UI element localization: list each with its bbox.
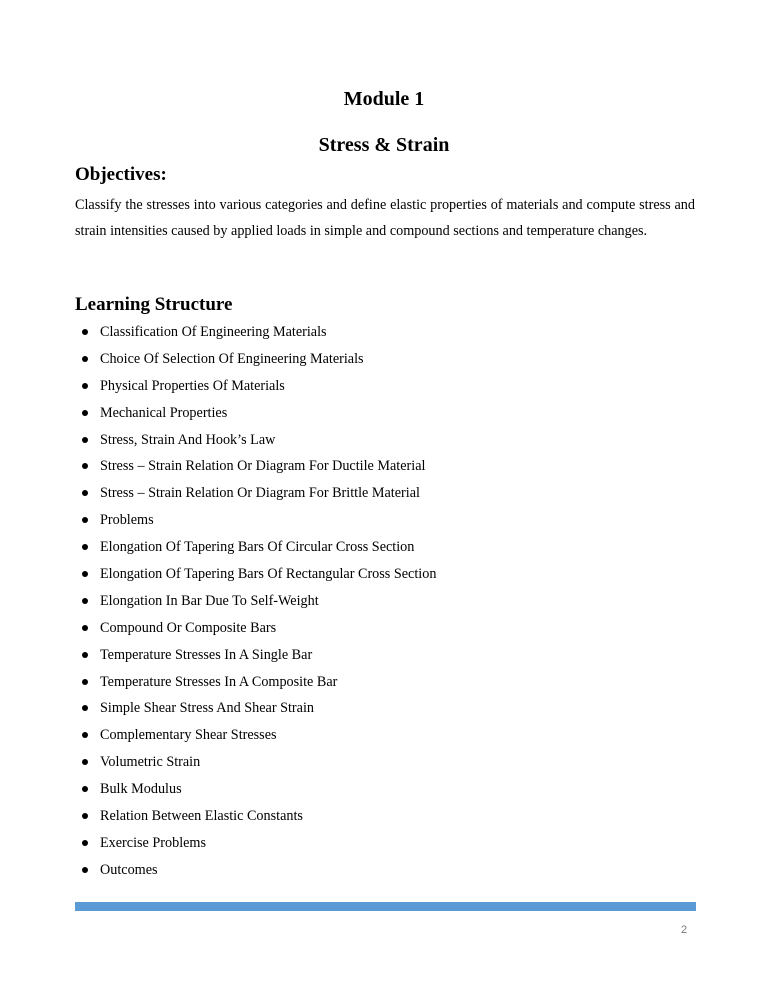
- bullet-icon: [82, 786, 88, 792]
- list-item-text: Classification Of Engineering Materials: [100, 324, 327, 340]
- list-item: [75, 374, 436, 401]
- list-item-text: Stress, Strain And Hook’s Law: [100, 431, 276, 448]
- list-item: [75, 428, 436, 455]
- objectives-heading: Objectives:: [75, 164, 167, 185]
- bullet-icon: [82, 410, 88, 416]
- list-item: [75, 508, 436, 535]
- list-item: [75, 858, 436, 885]
- list-item: [75, 696, 436, 723]
- bullet-icon: [82, 463, 88, 469]
- bullet-icon: [82, 813, 88, 819]
- bullet-icon: [82, 356, 88, 362]
- list-item-text: Mechanical Properties: [100, 404, 228, 421]
- list-item-text: Compound Or Composite Bars: [100, 619, 277, 636]
- list-item: [75, 804, 436, 831]
- list-item: [75, 723, 436, 750]
- bullet-icon: [82, 598, 88, 604]
- list-item: [75, 589, 436, 616]
- bullet-icon: [82, 867, 88, 873]
- list-item-text: Temperature Stresses In A Composite Bar: [100, 673, 338, 690]
- list-item: [75, 347, 436, 374]
- bullet-icon: [82, 490, 88, 496]
- learning-structure-list: [75, 320, 436, 885]
- bullet-icon: [82, 544, 88, 550]
- bullet-icon: [82, 437, 88, 443]
- list-item-text: Bulk Modulus: [100, 781, 182, 798]
- list-item: [75, 401, 436, 428]
- bullet-icon: [82, 383, 88, 389]
- list-item-text: Temperature Stresses In A Single Bar: [100, 646, 313, 663]
- bullet-icon: [82, 732, 88, 738]
- bullet-icon: [82, 625, 88, 631]
- list-item: [75, 535, 436, 562]
- list-item: [75, 454, 436, 481]
- list-item: [75, 481, 436, 508]
- objectives-text: Classify the stresses into various categories and define elastic properties of materials and compute stress and strain intensities caused by applied loads in simple and compound sections and temperature changes.: [75, 197, 695, 239]
- list-item-text: Elongation Of Tapering Bars Of Rectangular Cross Section: [100, 566, 437, 583]
- list-item-text: Relation Between Elastic Constants: [100, 808, 303, 825]
- list-item: [75, 616, 436, 643]
- list-item: [75, 831, 436, 858]
- list-item-text: Volumetric Strain: [100, 754, 201, 771]
- list-item: [75, 750, 436, 777]
- list-item-text: Stress – Strain Relation Or Diagram For Brittle Material: [100, 485, 420, 502]
- page-number: 2: [681, 924, 688, 936]
- bullet-icon: [82, 652, 88, 658]
- list-item: [75, 777, 436, 804]
- bullet-icon: [82, 840, 88, 846]
- bullet-icon: [82, 679, 88, 685]
- bullet-icon: [82, 571, 88, 577]
- list-item-text: Outcomes: [100, 861, 158, 878]
- module-title: Module 1: [343, 88, 425, 110]
- list-item: [75, 643, 436, 670]
- bullet-icon: [82, 517, 88, 523]
- learning-structure-heading: Learning Structure: [75, 294, 233, 315]
- list-item-text: Simple Shear Stress And Shear Strain: [100, 700, 314, 717]
- list-item-text: Exercise Problems: [100, 834, 206, 851]
- bullet-icon: [82, 759, 88, 765]
- list-item-text: Physical Properties Of Materials: [100, 377, 285, 394]
- page-subtitle: Stress & Strain: [318, 134, 450, 156]
- list-item-text: Problems: [100, 512, 154, 529]
- footer-rule: [75, 902, 696, 911]
- list-item-text: Complementary Shear Stresses: [100, 727, 277, 744]
- list-item-text: Choice Of Selection Of Engineering Materials: [100, 350, 364, 367]
- list-item: [75, 562, 436, 589]
- list-item: [75, 320, 436, 347]
- list-item-text: Stress – Strain Relation Or Diagram For Ductile Material: [100, 458, 426, 475]
- bullet-icon: [82, 705, 88, 711]
- list-item-text: Elongation Of Tapering Bars Of Circular Cross Section: [100, 539, 415, 556]
- list-item: [75, 670, 436, 697]
- list-item-text: Elongation In Bar Due To Self-Weight: [100, 592, 319, 609]
- bullet-icon: [82, 329, 88, 335]
